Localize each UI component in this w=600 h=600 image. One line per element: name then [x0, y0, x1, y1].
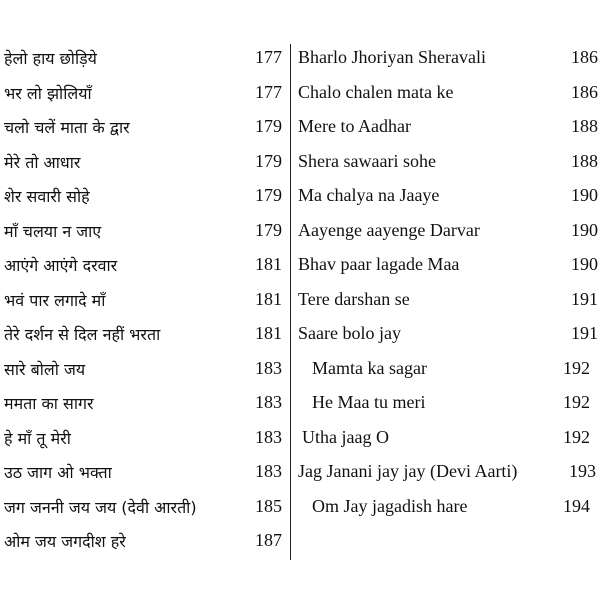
entry-page-number: 193: [569, 461, 596, 481]
index-row: [4, 217, 284, 252]
entry-page-number: 192: [563, 357, 590, 378]
entry-title: Utha jaag O: [302, 426, 389, 447]
index-row: [298, 458, 598, 493]
entry-page-number: 187: [255, 530, 282, 550]
entry-page-number: 190: [571, 219, 598, 240]
entry-title: ममता का सागर: [4, 394, 94, 413]
entry-title: Aayenge aayenge Darvar: [298, 219, 480, 240]
index-row: [4, 251, 284, 286]
index-row: [298, 286, 598, 321]
entry-page-number: 179: [255, 219, 282, 240]
entry-title: Saare bolo jay: [298, 323, 401, 343]
entry-title: He Maa tu meri: [312, 392, 426, 412]
entry-page-number: 190: [571, 185, 598, 205]
index-row: [4, 148, 284, 183]
index-row: [298, 113, 598, 148]
index-row: [4, 286, 284, 321]
entry-title: Tere darshan se: [298, 288, 410, 309]
entry-title: Shera sawaari sohe: [298, 150, 436, 171]
entry-page-number: 190: [571, 254, 598, 274]
index-row: [298, 217, 598, 252]
entry-page-number: 181: [255, 288, 282, 309]
index-row: [298, 389, 598, 424]
index-row: [4, 320, 284, 355]
entry-page-number: 192: [563, 426, 590, 447]
entry-page-number: 183: [255, 426, 282, 447]
entry-page-number: 186: [571, 81, 598, 102]
entry-page-number: 186: [571, 47, 598, 67]
entry-page-number: 183: [255, 461, 282, 481]
index-row: [4, 44, 284, 79]
entry-title: Om Jay jagadish hare: [312, 495, 468, 516]
entry-page-number: 183: [255, 357, 282, 378]
entry-title: हे माँ तू मेरी: [4, 428, 71, 448]
entry-title: माँ चलया न जाए: [4, 221, 102, 241]
entry-title: Bharlo Jhoriyan Sheravali: [298, 47, 486, 67]
index-row: [4, 79, 284, 114]
hindi-index-column: [4, 44, 284, 562]
entry-title: जग जननी जय जय (देवी आरती): [4, 497, 197, 517]
entry-title: Jag Janani jay jay (Devi Aarti): [298, 461, 518, 481]
entry-title: मेरे तो आधार: [4, 152, 81, 172]
index-row: [4, 424, 284, 459]
index-row: [298, 355, 598, 390]
entry-title: सारे बोलो जय: [4, 359, 86, 379]
entry-page-number: 188: [571, 150, 598, 171]
entry-page-number: 181: [255, 323, 282, 343]
entry-title: हेलो हाय छोड़िये: [4, 49, 97, 68]
index-row: [298, 320, 598, 355]
entry-page-number: 185: [255, 495, 282, 516]
entry-title: भर लो झोलियाँ: [4, 83, 92, 103]
entry-page-number: 181: [255, 254, 282, 274]
entry-title: शेर सवारी सोहे: [4, 187, 90, 206]
entry-page-number: 179: [255, 150, 282, 171]
entry-page-number: 177: [255, 81, 282, 102]
entry-title: तेरे दर्शन से दिल नहीं भरता: [4, 325, 161, 344]
column-divider: [290, 44, 291, 560]
english-index-column: [298, 44, 598, 527]
index-row: [4, 389, 284, 424]
index-row: [298, 148, 598, 183]
entry-title: Bhav paar lagade Maa: [298, 254, 460, 274]
entry-page-number: 177: [255, 47, 282, 67]
index-row: [4, 458, 284, 493]
entry-title: Ma chalya na Jaaye: [298, 185, 440, 205]
index-row: [298, 251, 598, 286]
index-row: [4, 527, 284, 562]
entry-page-number: 191: [571, 323, 598, 343]
entry-title: Mere to Aadhar: [298, 116, 411, 136]
index-row: [298, 493, 598, 528]
index-row: [4, 355, 284, 390]
entry-title: आएंगे आएंगे दरवार: [4, 256, 118, 275]
entry-title: चलो चलें माता के द्वार: [4, 118, 130, 137]
entry-page-number: 188: [571, 116, 598, 136]
entry-title: Chalo chalen mata ke: [298, 81, 454, 102]
index-row: [4, 182, 284, 217]
entry-page-number: 192: [563, 392, 590, 412]
entry-title: उठ जाग ओ भक्ता: [4, 463, 112, 482]
index-row: [4, 113, 284, 148]
entry-title: भवं पार लगादे माँ: [4, 290, 106, 310]
index-row: [298, 182, 598, 217]
entry-title: Mamta ka sagar: [312, 357, 427, 378]
entry-page-number: 194: [563, 495, 590, 516]
index-row: [4, 493, 284, 528]
entry-page-number: 183: [255, 392, 282, 412]
entry-page-number: 179: [255, 116, 282, 136]
index-row: [298, 424, 598, 459]
index-row: [298, 44, 598, 79]
entry-page-number: 191: [571, 288, 598, 309]
entry-title: ओम जय जगदीश हरे: [4, 532, 126, 551]
index-row: [298, 79, 598, 114]
entry-page-number: 179: [255, 185, 282, 205]
